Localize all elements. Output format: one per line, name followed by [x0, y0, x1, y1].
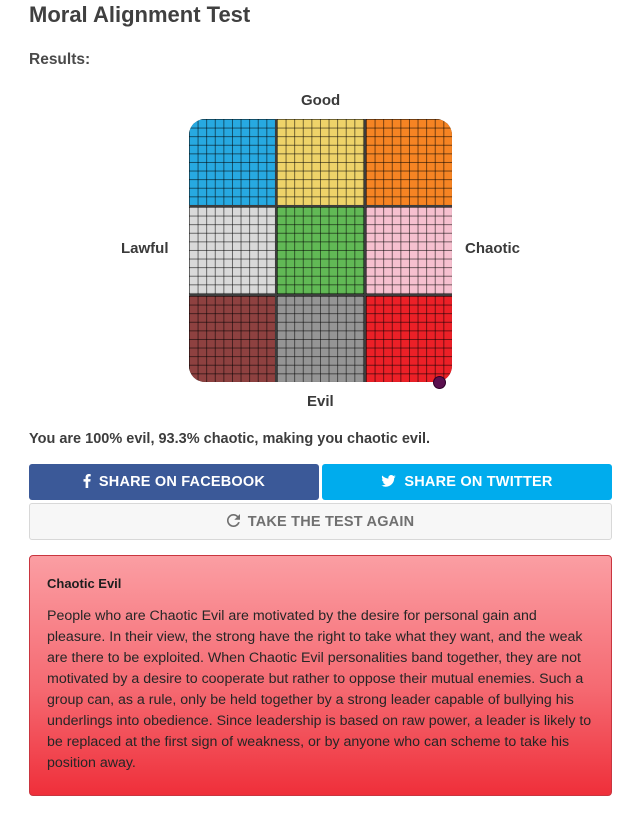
retake-test-button[interactable]: [29, 503, 612, 540]
twitter-icon: [381, 474, 396, 490]
result-description-box: [29, 555, 612, 796]
refresh-icon: [227, 514, 240, 530]
results-label: Results:: [29, 51, 91, 68]
cell-lawful-good: [189, 119, 275, 205]
cell-neutral-evil: [277, 296, 363, 382]
share-facebook-button[interactable]: [29, 464, 319, 500]
result-description: People who are Chaotic Evil are motivated by the desire for personal gain and pleasure. In their view, the strong have the right to take what they want, and the weak are there to be exploited. When Chaotic Evil personalities band together, they are not motivated by a desire to cooperate but rather to oppose their mutual enemies. Such a group can, as a rule, only be held together by a strong leader capable of bullying his underlings into obedience. Since leadership is based on raw power, a leader is likely to be replaced at the first sign of weakness, or by anyone who can scheme to take his position away.: [47, 608, 592, 771]
share-twitter-label: SHARE ON TWITTER: [404, 474, 553, 490]
cell-lawful-neutral: [189, 207, 275, 293]
share-facebook-label: SHARE ON FACEBOOK: [98, 474, 266, 490]
cell-neutral-good: [277, 119, 363, 205]
cell-chaotic-good: [366, 119, 452, 205]
facebook-icon: [83, 474, 91, 491]
axis-label-good: Good: [301, 92, 341, 109]
axis-label-evil: Evil: [307, 393, 334, 410]
share-twitter-button[interactable]: [322, 464, 612, 500]
axis-label-chaotic: Chaotic: [465, 240, 521, 257]
result-title: Chaotic Evil: [47, 576, 122, 591]
cell-chaotic-evil: [366, 296, 452, 382]
axis-label-lawful: Lawful: [121, 240, 169, 257]
alignment-grid: [189, 119, 452, 382]
cell-chaotic-neutral: [366, 207, 452, 293]
cell-lawful-evil: [189, 296, 275, 382]
result-summary: You are 100% evil, 93.3% chaotic, making you chaotic evil.: [29, 431, 431, 447]
page-title: Moral Alignment Test: [29, 2, 251, 27]
result-marker: [433, 376, 446, 389]
cell-true-neutral: [277, 207, 363, 293]
retake-test-label: TAKE THE TEST AGAIN: [247, 513, 415, 530]
